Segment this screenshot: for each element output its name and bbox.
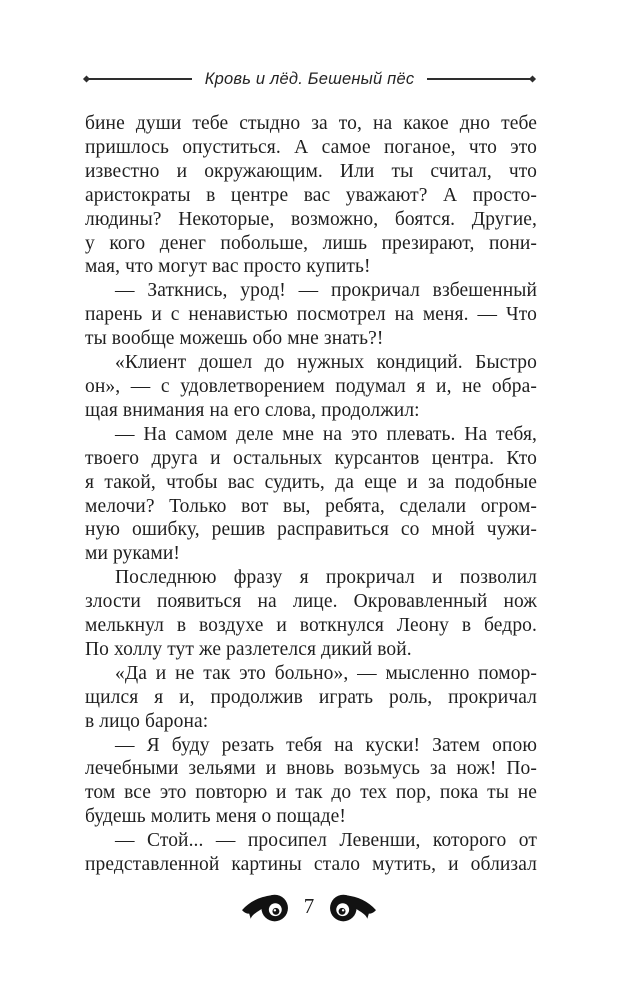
header-rule-right bbox=[427, 78, 534, 79]
text-line: Последнюю фразу я прокричал и позволил bbox=[115, 567, 537, 589]
text-line: людины? Некоторые, возможно, боятся. Другие, bbox=[85, 208, 537, 230]
text-line: мелочи? Только вот вы, ребята, сделали огром- bbox=[85, 495, 537, 517]
text-line: — Стой... — просипел Левенши, которого от bbox=[115, 830, 537, 852]
text-line: лечебными зельями и вновь возьмусь за нож! По- bbox=[85, 758, 537, 780]
text-line: парень и с ненавистью посмотрел на меня. — Что bbox=[85, 304, 537, 326]
body-text bbox=[85, 112, 537, 877]
text-line: в лицо барона: bbox=[85, 710, 209, 732]
text-line: будешь молить меня о пощаде! bbox=[85, 806, 346, 828]
text-line: мая, что могут вас просто купить! bbox=[85, 256, 371, 278]
text-line: По холлу тут же разлетелся дикий вой. bbox=[85, 638, 412, 660]
text-line: он», — с удовлетворением подумал я и, не обра- bbox=[85, 375, 537, 397]
arrowhead-left-icon bbox=[83, 75, 90, 82]
page-number: 7 bbox=[303, 894, 315, 918]
text-line: злости появиться на лице. Окровавленный нож bbox=[85, 591, 537, 613]
text-line: ми руками! bbox=[85, 543, 180, 565]
arrowhead-right-icon bbox=[529, 75, 536, 82]
text-line: аристократы в центре вас уважают? А просто- bbox=[85, 184, 537, 206]
page-footer bbox=[0, 888, 618, 924]
text-line: «Клиент дошел до нужных кондиций. Быстро bbox=[115, 352, 537, 374]
running-header bbox=[85, 71, 534, 87]
text-line: представленной картины стало мутить, и облизал bbox=[85, 854, 537, 876]
text-line: «Да и не так это больно», — мысленно помор- bbox=[115, 662, 537, 684]
text-line: известно и окружающим. Или ты считал, что bbox=[85, 160, 537, 182]
wave-flourish-right-icon bbox=[328, 888, 377, 924]
text-line: у кого денег побольше, лишь презирают, пони- bbox=[85, 232, 537, 254]
text-line: щая внимания на его слова, продолжил: bbox=[85, 399, 420, 421]
text-line: ты вообще можешь обо мне знать?! bbox=[85, 328, 384, 350]
text-line: — На самом деле мне на это плевать. На тебя, bbox=[115, 423, 537, 445]
text-line: щился я и, продолжив играть роль, прокричал bbox=[85, 686, 537, 708]
text-line: я такой, чтобы вас судить, да еще и за подобные bbox=[85, 471, 537, 493]
wave-flourish-left-icon bbox=[241, 888, 290, 924]
text-line: мелькнул в воздухе и воткнулся Леону в бедро. bbox=[85, 615, 537, 637]
text-line: твоего друга и остальных курсантов центра. Кто bbox=[85, 447, 537, 469]
text-line: — Я буду резать тебя на куски! Затем опою bbox=[115, 734, 537, 756]
running-header-title: Кровь и лёд. Бешеный пёс bbox=[204, 70, 415, 88]
text-line: — Заткнись, урод! — прокричал взбешенный bbox=[115, 280, 537, 302]
text-line: ную ошибку, решив расправиться со мной чужи- bbox=[85, 519, 537, 541]
text-line: пришлось опуститься. А самое поганое, что это bbox=[85, 136, 537, 158]
header-rule-left bbox=[85, 78, 192, 79]
text-line: бине души тебе стыдно за то, на какое дно тебе bbox=[85, 113, 537, 134]
text-line: том все это повторю и так до тех пор, пока ты не bbox=[85, 782, 537, 804]
